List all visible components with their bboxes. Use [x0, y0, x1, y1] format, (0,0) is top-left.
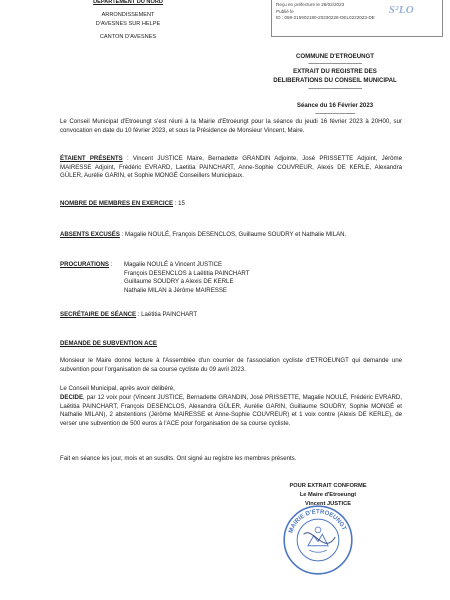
procuration-item: Magalie NOULÉ à Vincent JUSTICE [124, 261, 223, 268]
mairie-seal-icon [282, 504, 354, 576]
header-separator-2: ----------------------------------- [308, 84, 362, 92]
subject-title: DEMANDE DE SUBVENTION ACE [60, 340, 157, 347]
receipt-line-2: Publié le [276, 8, 294, 14]
decision-text: , par 12 voix pour (Vincent JUSTICE, Bernadette GRANDIN, José PRISSETTE, Magalie NOULÉ, Frédéric EVRARD, Laëtitia PAINCHART, François DESENCLOS, Alexandra GÜLER, Aurélie GARIN, Guillaume SOUDRY, Sophie MONGÉ et Nathalie MILAN), 2 abstentions (Jérôme MAIRESSE et Anne-Sophie COUVREUR) et 1 voix contre (Alexis DE KERLE), de verser une subvention de 500 euros à l'ACE pour l'organisation de sa course cycliste. [60, 394, 402, 427]
header-separator-1: ----------------------------------- [308, 60, 362, 68]
members-value: : 15 [173, 200, 185, 207]
absents-label: ABSENTS EXCUSÉS [60, 231, 120, 238]
absents-list: : Magalie NOULÉ, François DESENCLOS, Guillaume SOUDRY et Nathalie MILAN. [119, 231, 347, 238]
receipt-line-1: Reçu en préfecture le 28/02/2023 [276, 2, 345, 7]
session-separator: -------------------------- [315, 109, 355, 117]
session-secretary [60, 311, 402, 320]
extract-line-1: EXTRAIT DU REGISTRE DES [293, 67, 377, 75]
present-list: : Vincent JUSTICE Maire, Bernadette GRANDIN Adjointe, José PRISSETTE Adjoint, Jérôme MAIRESSE Adjoint, Frédéric EVRARD, Laetitia PAINCHART, Anne-Sophie COUVREUR, Alexis DE KERLE, Alexandra GÜLER, Aurélie GARIN, et Sophie MONGÉ Conseillers Municipaux. [60, 155, 402, 180]
members-label: NOMBRE DE MEMBRES EN EXERCICE [60, 200, 174, 207]
present-label: ÉTAIENT PRÉSENTS [60, 155, 123, 162]
secretary-label: SECRÉTAIRE DE SÉANCE [60, 311, 137, 318]
present-members [60, 155, 402, 181]
signature-line-2: Le Maire d'Etroeungt [299, 491, 357, 498]
intro-paragraph: Le Conseil Municipal d'Etroeungt s'est réuni à la Mairie d'Etroeungt pour la séance du jeudi 16 février 2023 à 20H00, sur convocation en date du 10 février 2023, et sous la Présidence de Monsieur Vincent, Maire. [60, 118, 402, 134]
decide-label: DECIDE [60, 394, 84, 401]
members-count [60, 200, 402, 209]
seal-text: MAIRIE D'ETROEUNGT [287, 508, 348, 535]
extract-line-2: DELIBERATIONS DU CONSEIL MUNICIPAL [273, 77, 397, 85]
session-date: Séance du 16 Février 2023 [296, 102, 374, 110]
svg-text:MAIRIE D'ETROEUNGT [287, 508, 347, 534]
subject-paragraph-1: Monsieur le Maire donne lecture à l'Assemblée d'un courrier de l'association cycliste d'ETROEUNGT qui demande une subvention pour l'organisation de sa course cycliste du 09 avril 2023. [60, 357, 402, 373]
signature-line-1: POUR EXTRAIT CONFORME [289, 483, 367, 489]
arrondissement-line-2: D'AVESNES SUR HELPE [95, 20, 161, 27]
subject-paragraph-2: Le Conseil Municipal, après avoir délibéré, [60, 385, 175, 392]
prefecture-receipt-box [271, 0, 443, 37]
secretary-value: : Laëtitia PAINCHART [136, 311, 198, 318]
receipt-line-3: ID : 059-215902180-20230228-DEL0222023-DE [276, 15, 375, 21]
arrondissement-line-1: ARRONDISSEMENT [101, 12, 155, 19]
excused-absents [60, 231, 402, 240]
header-right [260, 52, 410, 116]
closing-statement: Fait en séance les jour, mois et an susdits. Ont signé au registre les membres présents. [60, 455, 297, 462]
decision-paragraph [60, 394, 402, 429]
procurations-label: PROCURATIONS [60, 261, 109, 268]
procuration-item: Guillaume SOUDRY à Alexis DE KERLE [124, 278, 234, 286]
signature-line-3: Vincent JUSTICE [304, 500, 352, 507]
canton: CANTON D'AVESNES [99, 34, 157, 41]
commune-title: COMMUNE D'ETROEUNGT [296, 53, 374, 60]
procurations: PROCURATIONS : [60, 261, 113, 268]
procuration-list [124, 261, 249, 296]
department: DÉPARTEMENT DU NORD [93, 0, 163, 5]
procuration-item: Nathalie MILAN à Jérôme MAIRESSE [124, 286, 227, 294]
procuration-item: François DESENCLOS à Laëtitia PAINCHART [124, 269, 250, 277]
header-left [78, 0, 178, 42]
slo-logo: S²LO [388, 4, 414, 16]
